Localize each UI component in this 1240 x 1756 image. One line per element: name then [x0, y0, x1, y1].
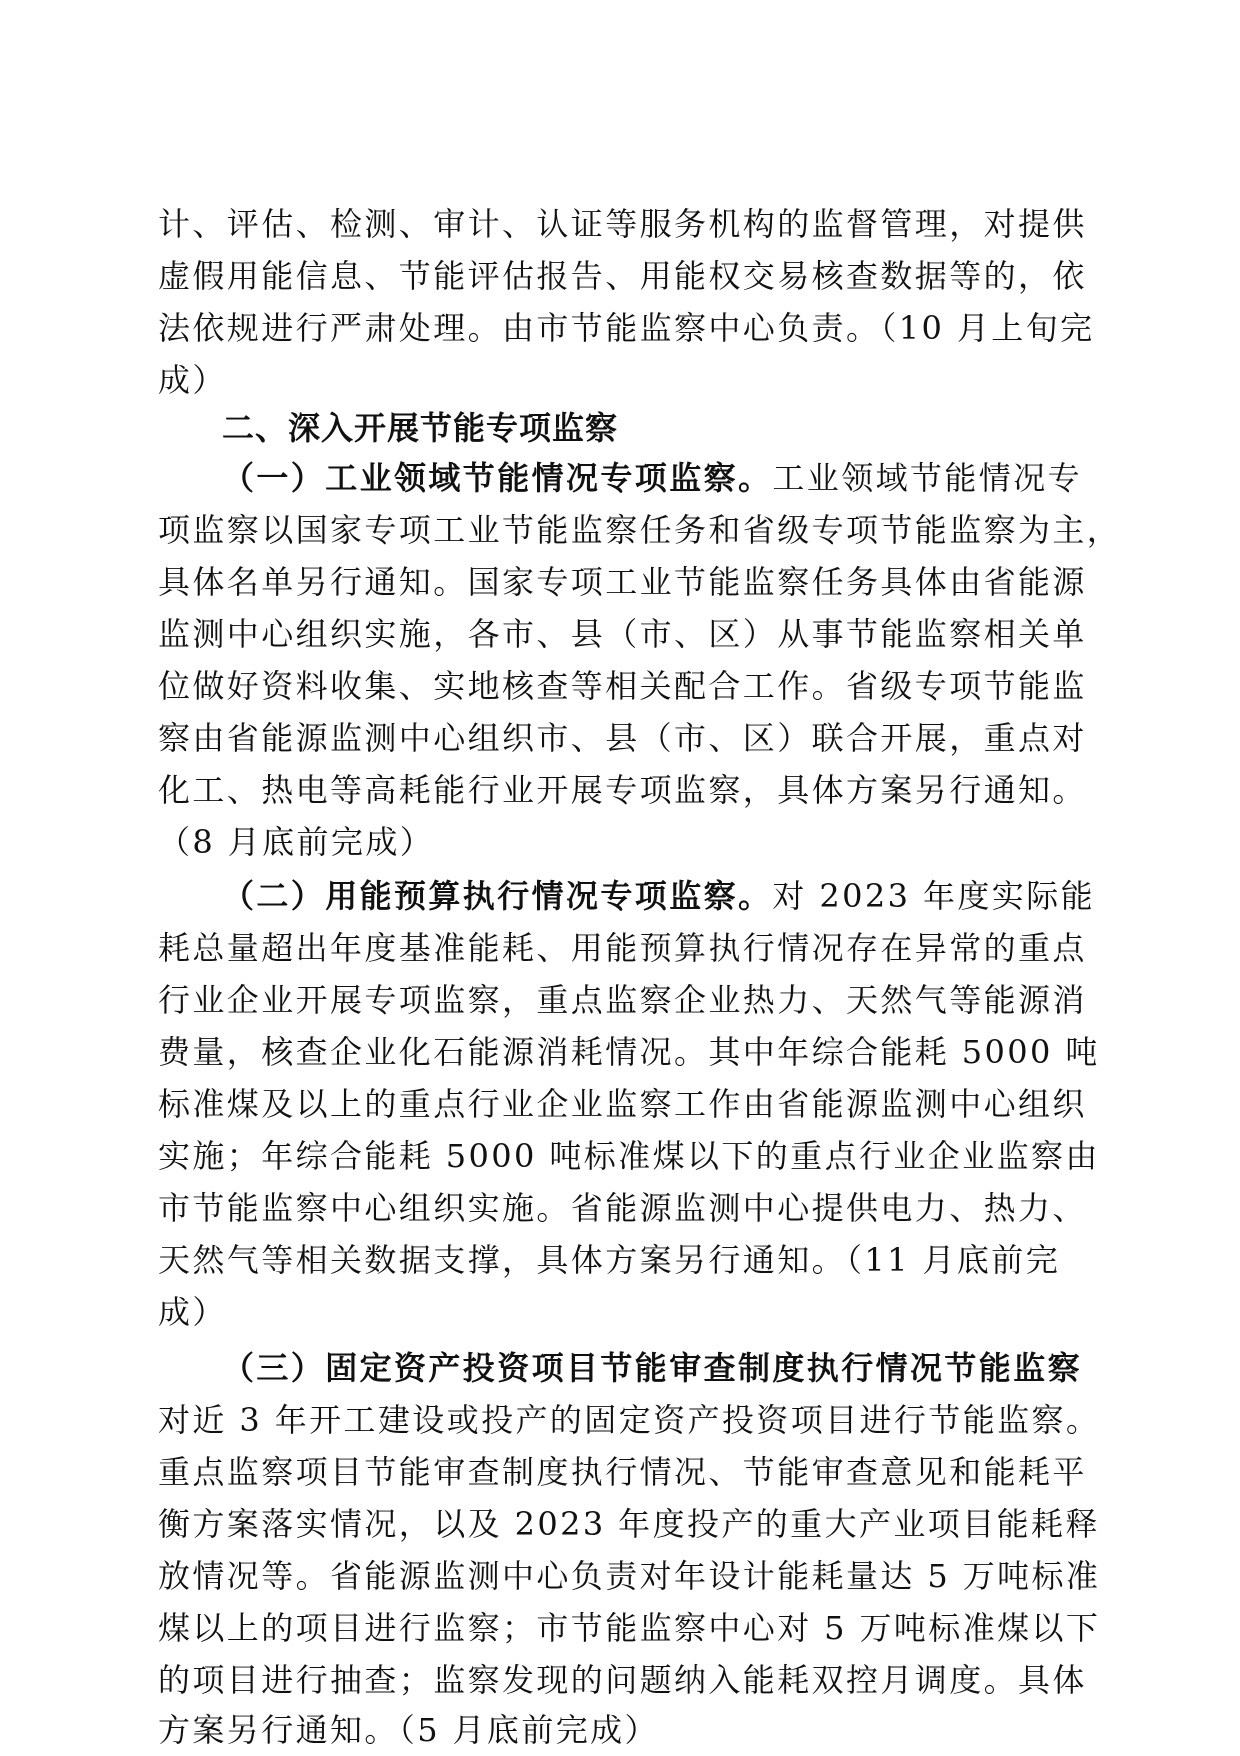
- paragraph-line: 方案另行通知。（5 月底前完成）: [158, 1711, 659, 1749]
- paragraph-line: 虚假用能信息、节能评估报告、用能权交易核查数据等的，依: [158, 257, 1087, 295]
- paragraph-line: 行业企业开展专项监察，重点监察企业热力、天然气等能源消: [158, 981, 1087, 1019]
- paragraph-line: 具体名单另行通知。国家专项工业节能监察任务具体由省能源: [158, 563, 1087, 601]
- item-first-line: [222, 452, 1083, 504]
- item-title: （一）工业领域节能情况专项监察。: [222, 459, 773, 497]
- paragraph-line: 计、评估、检测、审计、认证等服务机构的监督管理，对提供: [158, 205, 1087, 243]
- paragraph-line: 化工、热电等高耗能行业开展专项监察，具体方案另行通知。: [158, 771, 1087, 809]
- item-title: （三）固定资产投资项目节能审查制度执行情况节能监察: [222, 1349, 1083, 1387]
- item-text: 对 2023 年度实际能: [772, 877, 1095, 915]
- paragraph-line: 位做好资料收集、实地核查等相关配合工作。省级专项节能监: [158, 667, 1087, 705]
- paragraph-line: 项监察以国家专项工业节能监察任务和省级专项节能监察为主，: [158, 511, 1122, 549]
- item-first-line: [222, 870, 1095, 922]
- paragraph-line: 标准煤及以上的重点行业企业监察工作由省能源监测中心组织: [158, 1085, 1087, 1123]
- paragraph-line: 法依规进行严肃处理。由市节能监察中心负责。（10 月上旬完: [158, 309, 1095, 347]
- section-heading: 二、深入开展节能专项监察: [222, 409, 619, 447]
- paragraph-line: 成）: [158, 1293, 227, 1331]
- paragraph-line: 费量，核查企业化石能源消耗情况。其中年综合能耗 5000 吨: [158, 1033, 1100, 1071]
- paragraph-line: 耗总量超出年度基准能耗、用能预算执行情况存在异常的重点: [158, 929, 1087, 967]
- paragraph-line: 重点监察项目节能审查制度执行情况、节能审查意见和能耗平: [158, 1453, 1087, 1491]
- paragraph-line: 天然气等相关数据支撑，具体方案另行通知。（11 月底前完: [158, 1241, 1061, 1279]
- paragraph-line: 成）: [158, 361, 227, 399]
- paragraph-line: 对近 3 年开工建设或投产的固定资产投资项目进行节能监察。: [158, 1401, 1101, 1439]
- paragraph-line: （8 月底前完成）: [158, 823, 435, 861]
- paragraph-line: 煤以上的项目进行监察；市节能监察中心对 5 万吨标准煤以下: [158, 1609, 1101, 1647]
- paragraph-line: 察由省能源监测中心组织市、县（市、区）联合开展，重点对: [158, 719, 1087, 757]
- paragraph-line: 放情况等。省能源监测中心负责对年设计能耗量达 5 万吨标准: [158, 1557, 1101, 1595]
- item-text: 工业领域节能情况专: [772, 459, 1083, 497]
- paragraph-line: 监测中心组织实施，各市、县（市、区）从事节能监察相关单: [158, 615, 1087, 653]
- paragraph-line: 衡方案落实情况，以及 2023 年度投产的重大产业项目能耗释: [158, 1505, 1100, 1543]
- item-title: （二）用能预算执行情况专项监察。: [222, 877, 773, 915]
- paragraph-line: 实施；年综合能耗 5000 吨标准煤以下的重点行业企业监察由: [158, 1137, 1100, 1175]
- paragraph-line: 市节能监察中心组织实施。省能源监测中心提供电力、热力、: [158, 1189, 1087, 1227]
- paragraph-line: 的项目进行抽查；监察发现的问题纳入能耗双控月调度。具体: [158, 1661, 1087, 1699]
